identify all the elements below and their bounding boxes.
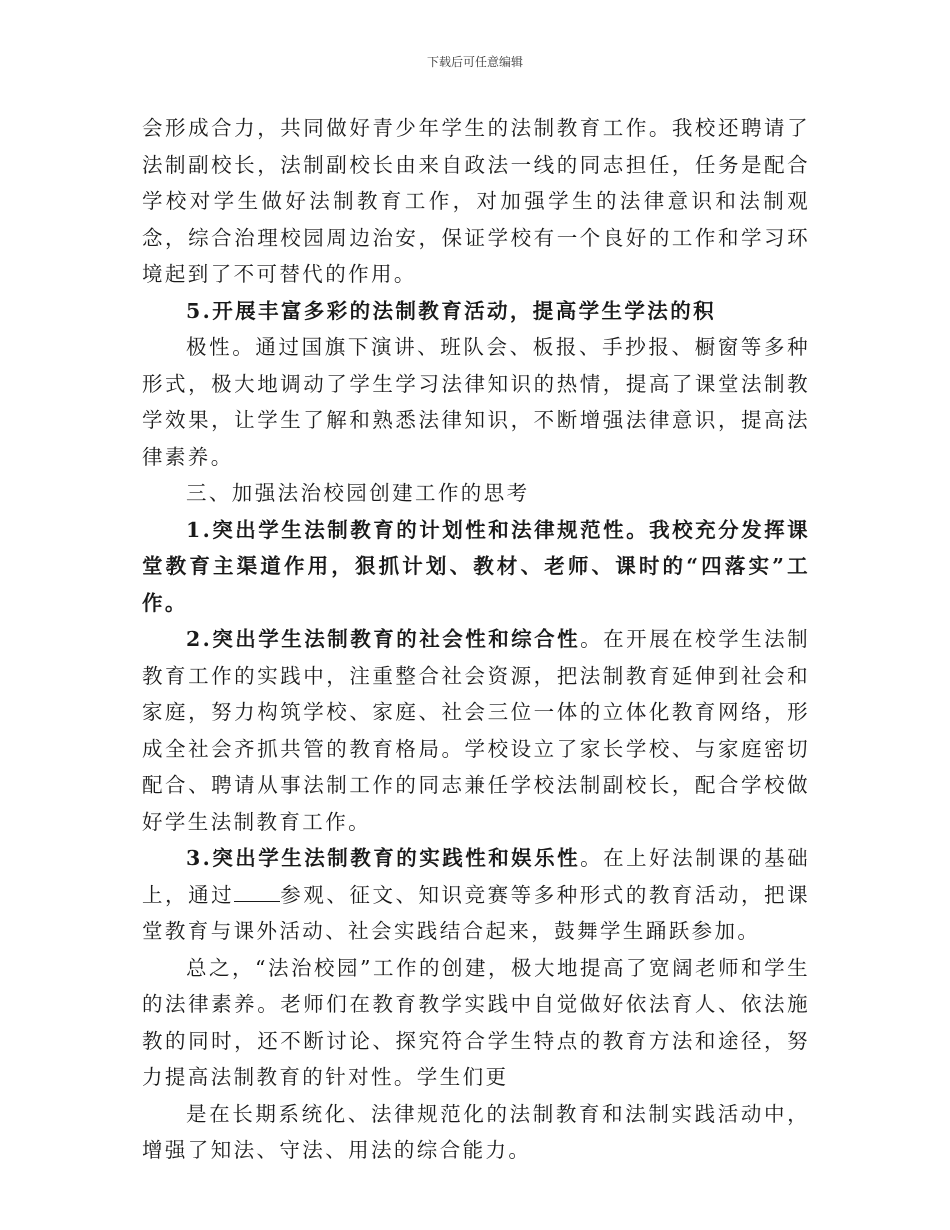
paragraph-summary: 总之，“法治校园”工作的创建，极大地提高了宽阔老师和学生的法律素养。老师们在教育教学实践中自觉做好依法育人、依法施教的同时，还不断讨论、探究符合学生特点的教育方法和途径，努力提高法制教育的针对性。学生们更	[142, 955, 810, 1089]
paragraph-closing: 是在长期系统化、法律规范化的法制教育和法制实践活动中，增强了知法、守法、用法的综合能力。	[142, 1101, 810, 1162]
item-3-practice	[142, 840, 810, 950]
item-3-title: 3.突出学生法制教育的实践性和娱乐性	[186, 846, 581, 870]
document-body	[142, 110, 810, 1169]
paragraph-partnership: 会形成合力，共同做好青少年学生的法制教育工作。我校还聘请了法制副校长，法制副校长由来自政法一线的同志担任，任务是配合学校对学生做好法制教育工作，对加强学生的法律意识和法制观念，综合治理校园周边治安，保证学校有一个良好的工作和学习环境起到了不可替代的作用。	[142, 116, 810, 286]
page-header: 下载后可任意编辑	[426, 55, 523, 69]
item-2-body: 。在开展在校学生法制教育工作的实践中，注重整合社会资源，把法制教育延伸到社会和家庭，努力构筑学校、家庭、社会三位一体的立体化教育网络，形成全社会齐抓共管的教育格局。学校设立了家长学校、与家庭密切配合、聘请从事法制工作的同志兼任学校法制副校长，配合学校做好学生法制教育工作。	[142, 627, 810, 834]
paragraph-activities: 极性。通过国旗下演讲、班队会、板报、手抄报、橱窗等多种形式，极大地调动了学生学习法律知识的热情，提高了课堂法制教学效果，让学生了解和熟悉法律知识，不断增强法律意识，提高法律素养。	[142, 335, 810, 469]
item-2-social	[142, 621, 810, 840]
item-3-body-b: 参观、征文、知识竞赛等多种形式的教育活动，把课堂教育与课外活动、社会实践结合起来，鼓舞学生踊跃参加。	[142, 882, 810, 943]
item-2-title: 2.突出学生法制教育的社会性和综合性	[186, 627, 581, 651]
item-3-body-a: 。在上好法制课的基础上，通过	[142, 846, 810, 907]
fill-in-blank	[234, 883, 280, 902]
section-heading-3: 三、加强法治校园创建工作的思考	[186, 481, 530, 505]
heading-item-5: 5.开展丰富多彩的法制教育活动，提高学生学法的积	[186, 298, 716, 323]
item-1-planning: 1.突出学生法制教育的计划性和法律规范性。我校充分发挥课堂教育主渠道作用，狠抓计划、教材、老师、课时的“四落实”工作。	[142, 517, 810, 615]
